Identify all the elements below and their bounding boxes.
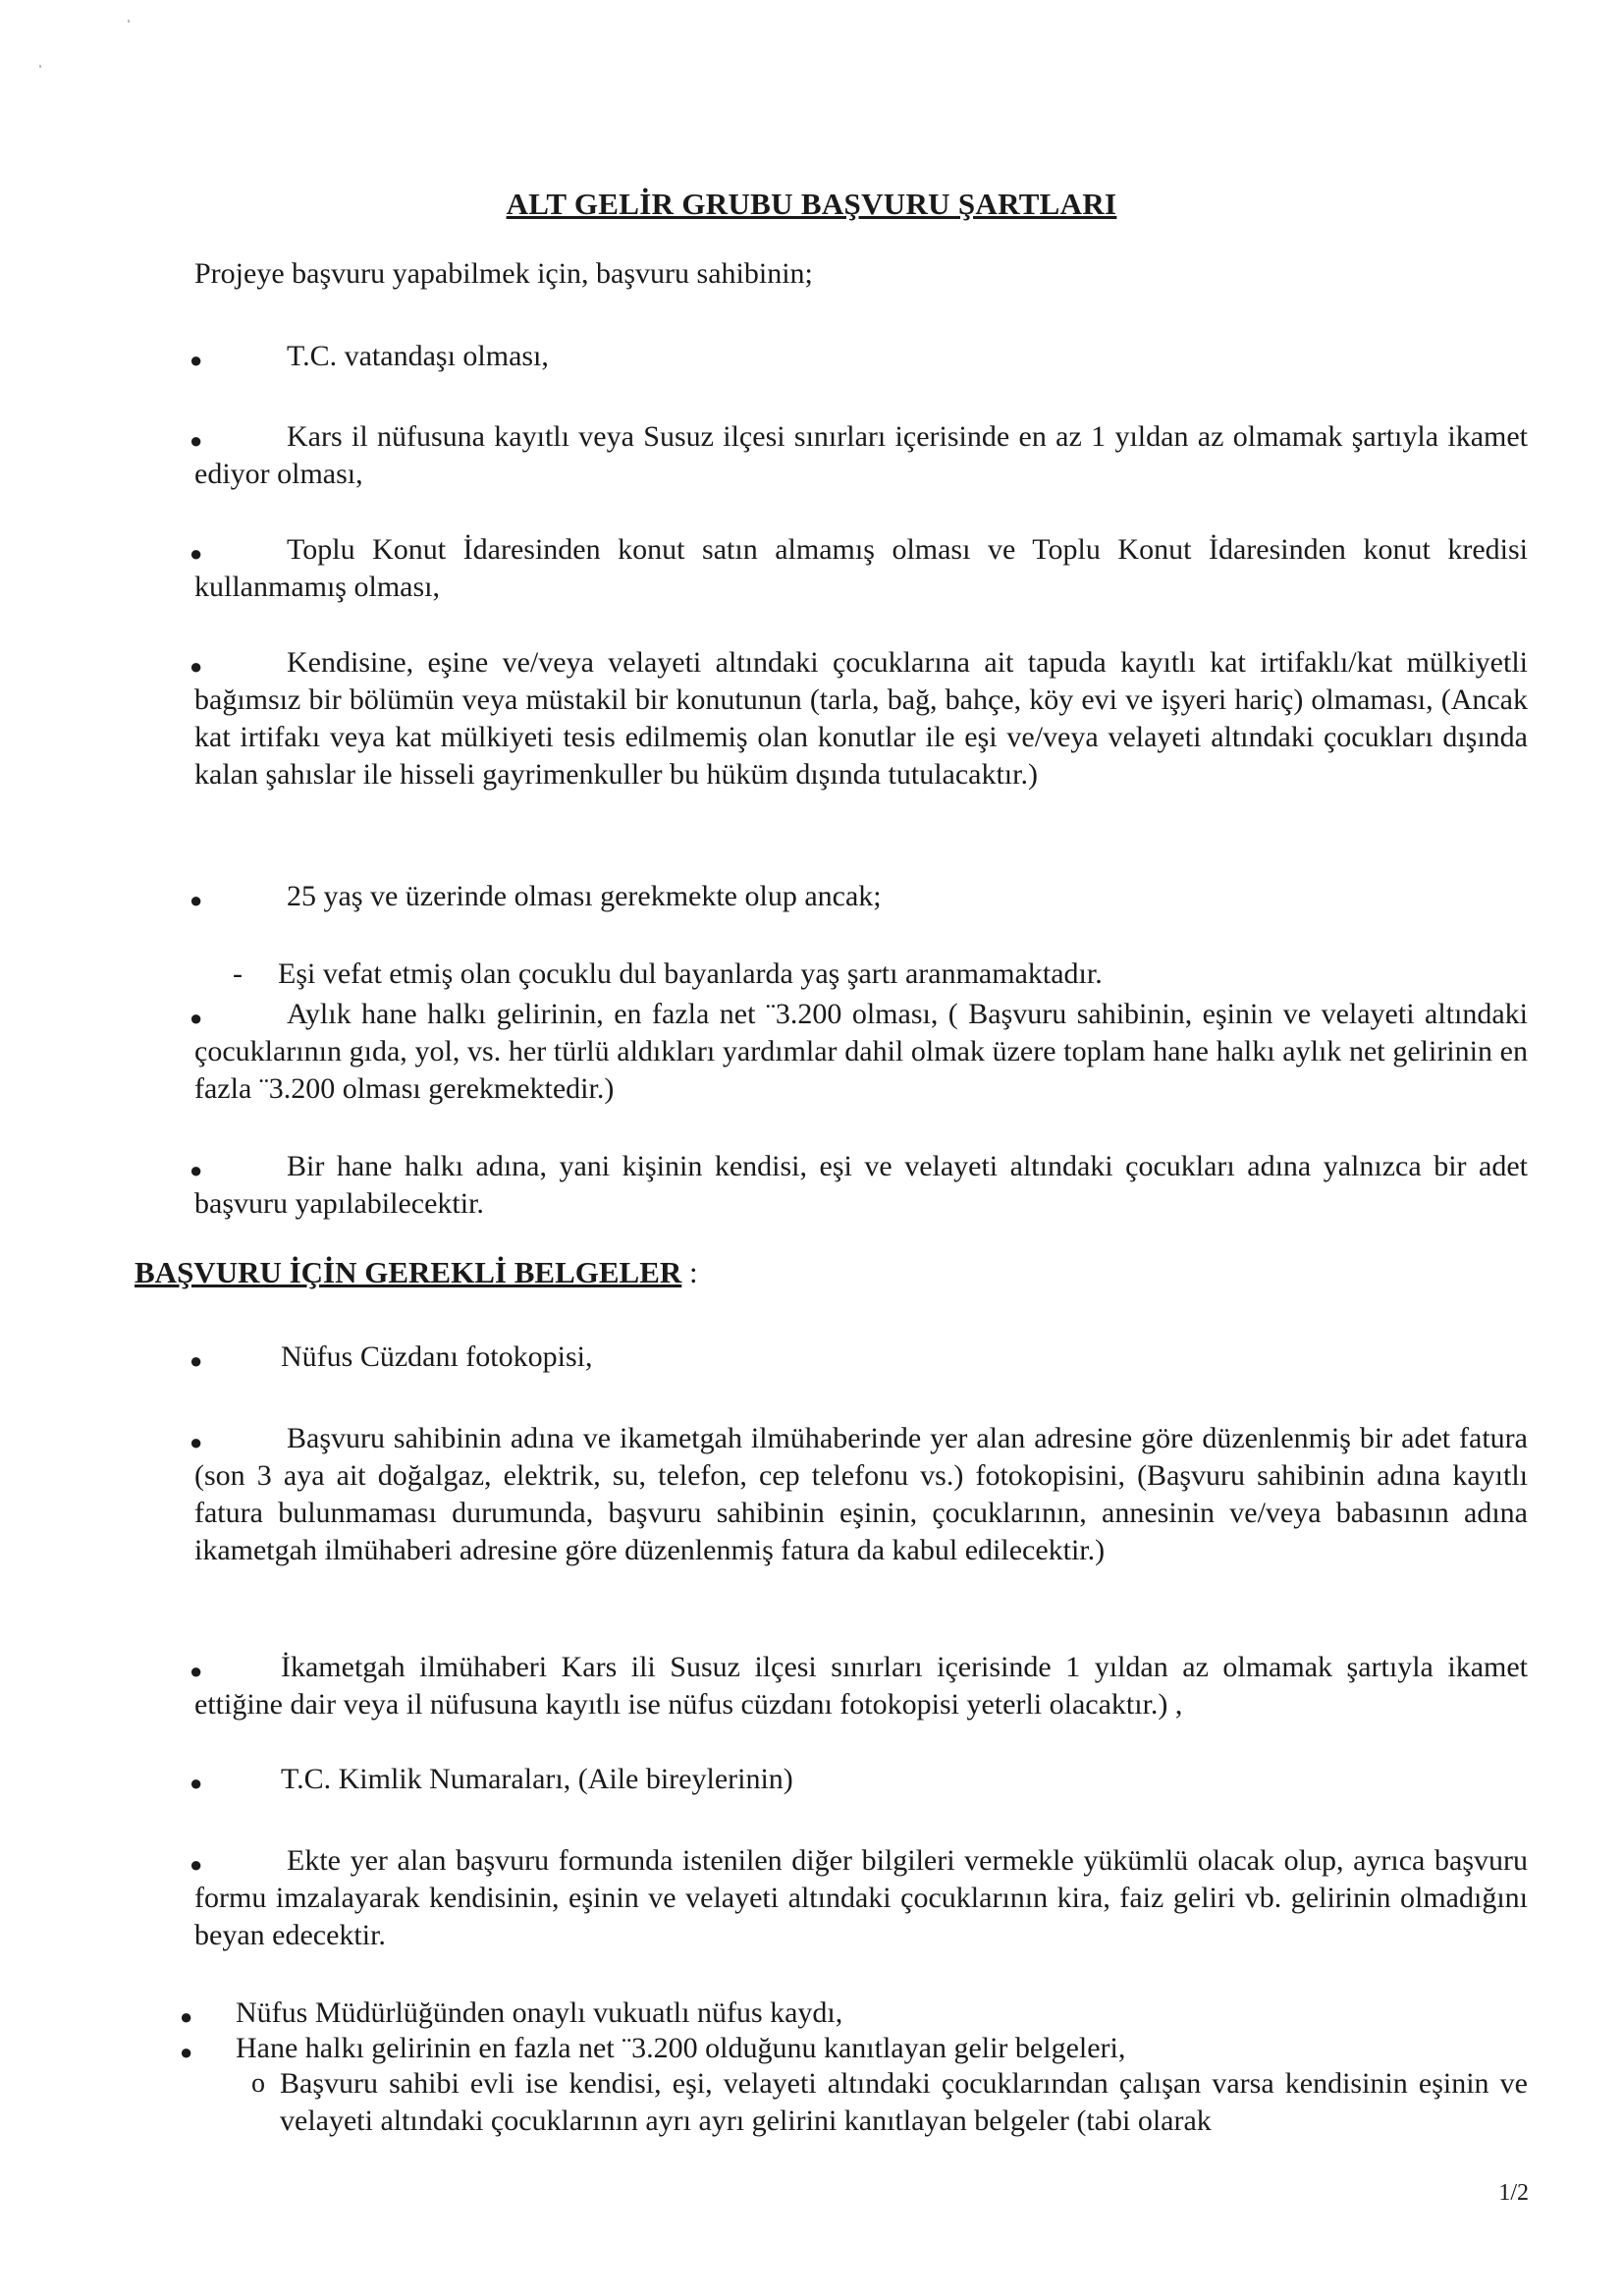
condition-item: Aylık hane halkı gelirinin, en fazla net ¨3.200 olması, ( Başvuru sahibinin, eşinin ve velayeti altındaki çocuklarının gıda, yol, vs. her türlü aldıkları yardımlar dahil olmak üzere toplam hane halkı aylık net gelirinin en fazla ¨3.200 olması gerekmektedir.) [194, 998, 1528, 1105]
condition-item: Kendisine, eşine ve/veya velayeti altındaki çocuklarına ait tapuda kayıtlı kat irtifaklı/kat mülkiyetli bağımsız bir bölümün veya müstakil bir konutunun (tarla, bağ, bahçe, köy evi ve işyeri hariç) olmaması, (Ancak kat irtifakı veya kat mülkiyeti tesis edilmemiş olan konutlar ile eşi ve/veya velayeti altındaki çocukları dışında kalan şahıslar ile hisseli gayrimenkuller bu hüküm dışında tutulacaktır.) [194, 646, 1528, 791]
condition-item: Kars il nüfusuna kayıtlı veya Susuz ilçesi sınırları içerisinde en az 1 yıldan az olmamak şartıyla ikamet ediyor olması, [194, 420, 1528, 490]
document-title: ALT GELİR GRUBU BAŞVURU ŞARTLARI [506, 187, 1117, 221]
condition-item: Toplu Konut İdaresinden konut satın almamış olması ve Toplu Konut İdaresinden konut kredisi kullanmamış olması, [194, 533, 1528, 603]
bullet-icon: ● [189, 1158, 203, 1182]
intro-text: Projeye başvuru yapabilmek için, başvuru sahibinin; [194, 257, 813, 290]
age-exception: Eşi vefat etmiş olan çocuklu dul bayanlarda yaş şartı aranmamaktadır. [278, 957, 1103, 990]
bullet-icon: ● [189, 1430, 203, 1454]
bullet-icon: ● [189, 1771, 203, 1795]
bullet-icon: ● [180, 2004, 193, 2029]
document-item: Hane halkı gelirinin en fazla net ¨3.200 olduğunu kanıtlayan gelir belgeleri, [236, 2032, 1126, 2064]
document-item: Ekte yer alan başvuru formunda istenilen diğer bilgileri vermekle yükümlü olacak olup, ayrıca başvuru formu imzalayarak kendisinin, eşinin ve velayeti altındaki çocuklarının kira, faiz geliri vb. gelirinin olmadığını beyan edecektir. [194, 1844, 1528, 1951]
document-item: Nüfus Müdürlüğünden onaylı vukuatlı nüfus kaydı, [236, 1996, 843, 2029]
sub-item: Başvuru sahibi evli ise kendisi, eşi, velayeti altındaki çocuklarından çalışan varsa kendisinin eşinin ve velayeti altındaki çocuklarının ayrı ayrı gelirini kanıtlayan belgeler (tabi olarak [280, 2067, 1528, 2137]
bullet-icon: ● [189, 1659, 203, 1683]
circle-bullet-icon: o [251, 2068, 265, 2099]
condition-item: T.C. vatandaşı olması, [287, 340, 549, 372]
document-item: Nüfus Cüzdanı fotokopisi, [281, 1340, 593, 1373]
document-item: T.C. Kimlik Numaraları, (Aile bireylerinin) [281, 1763, 793, 1795]
scan-speck [39, 65, 41, 68]
bullet-icon: ● [189, 348, 203, 372]
bullet-icon: ● [189, 888, 203, 912]
condition-item: Bir hane halkı adına, yani kişinin kendisi, eşi ve velayeti altındaki çocukları adına yalnızca bir adet başvuru yapılabilecektir. [194, 1150, 1528, 1220]
bullet-icon: ● [189, 1006, 203, 1030]
bullet-icon: ● [189, 1348, 203, 1373]
page-number: 1/2 [1498, 2180, 1529, 2206]
dash-marker: - [233, 957, 243, 990]
document-item: İkametgah ilmühaberi Kars ili Susuz ilçesi sınırları içerisinde 1 yıldan az olmamak şartıyla ikamet ettiğine dair veya il nüfusuna kayıtlı ise nüfus cüzdanı fotokopisi yeterli olacaktır.) , [194, 1651, 1528, 1721]
bullet-icon: ● [189, 541, 203, 566]
section-heading: BAŞVURU İÇİN GEREKLİ BELGELER : [135, 1255, 698, 1289]
condition-item: 25 yaş ve üzerinde olması gerekmekte olup ancak; [287, 880, 882, 912]
bullet-icon: ● [189, 1852, 203, 1877]
scan-speck [128, 20, 130, 23]
bullet-icon: ● [189, 654, 203, 679]
document-item: Başvuru sahibinin adına ve ikametgah ilmühaberinde yer alan adresine göre düzenlenmiş bir adet fatura (son 3 aya ait doğalgaz, elektrik, su, telefon, cep telefonu vs.) fotokopisini, (Başvuru sahibinin adına kayıtlı fatura bulunmaması durumunda, başvuru sahibinin eşinin, çocuklarının, annesinin ve/veya babasının adına ikametgah ilmühaberi adresine göre düzenlenmiş fatura da kabul edilecektir.) [194, 1422, 1528, 1566]
bullet-icon: ● [180, 2040, 193, 2064]
bullet-icon: ● [189, 428, 203, 453]
